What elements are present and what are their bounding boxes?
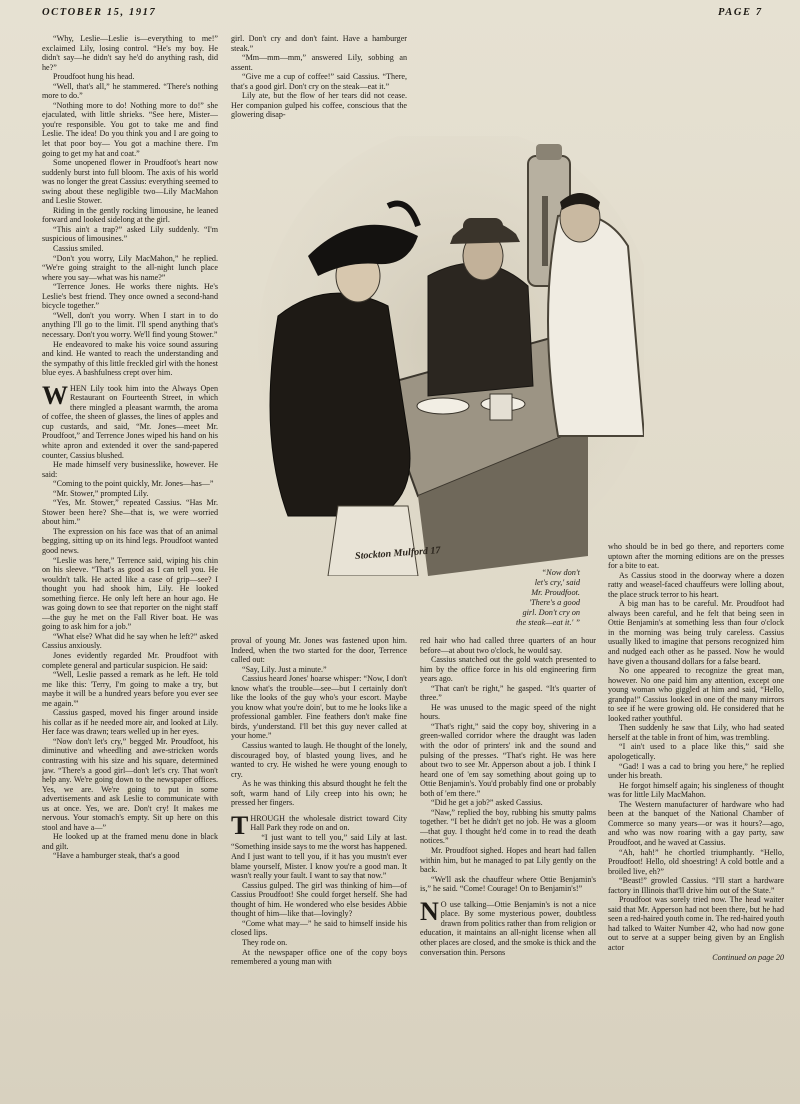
paragraph: Lily ate, but the flow of her tears did not cease. Her companion gulped his coffee, conscious that the glowering disap- xyxy=(231,91,407,120)
paragraph: red hair who had called three quarters of an hour before—at about two o'clock, he would say. xyxy=(420,636,596,655)
paragraph: Cassius smiled. xyxy=(53,244,104,254)
paragraph: As Cassius stood in the doorway where a dozen ratty and weasel-faced chauffeurs were lolling about, the place struck terror to his heart. xyxy=(608,570,784,599)
paragraph: “Did he get a job?” asked Cassius. xyxy=(431,798,543,808)
paragraph: “Well, don't you worry. When I start in to do anything I'll go to the limit. I'll spend anything that's necessary. Don't you worry. We'll find young Stower.” xyxy=(42,310,218,339)
story-illustration xyxy=(258,136,644,576)
text-column-4 xyxy=(608,542,784,1097)
paragraph: “Well, Leslie passed a remark as he left. He told me like this: 'Terry, I'm going to make a try, but maybe it will be a hundred years before you ever see me again.'” xyxy=(42,670,218,708)
paragraph: “Come what may—” he said to himself inside his closed lips. xyxy=(231,918,407,938)
paragraph: Some unopened flower in Proudfoot's heart now suddenly burst into full bloom. The axis of his world was no longer the great Cassius: everything seemed to swing about these negligible two—Lily MacMahon and Leslie Stower. xyxy=(42,158,218,206)
waiter-figure xyxy=(548,193,644,436)
paragraph: He was unused to the magic speed of the night hours. xyxy=(420,702,596,722)
paragraph: Cassius gasped, moved his finger around inside his collar as if he needed more air, and looked at Lily. Her face was drawn; tears welled up in her eyes. xyxy=(42,708,218,737)
paragraph: “Say, Lily. Just a minute.” xyxy=(242,664,327,674)
paragraph: who should be in bed go there, and reporters come uptown after the morning editions are on the presses for a bite to eat. xyxy=(608,542,784,571)
paragraph: “Don't you worry, Lily MacMahon,” he replied. “We're going straight to the all-night lunch place where you say—what was his name?” xyxy=(42,253,218,282)
paragraph: proval of young Mr. Jones was fastened upon him. Indeed, when the two started for the door, Terrence called out: xyxy=(231,636,407,665)
paragraph: At the newspaper office one of the copy boys remembered a young man with xyxy=(231,947,407,967)
paragraph: No one appeared to recognize the great man, however. No one paid him any attention, except one young woman who giggled at him and said, “Hello, grandpa!” Cassius looked in one of the many mirrors to see if he were growing old. He considered that he looked rather youthful. xyxy=(608,666,784,723)
paragraph: He made himself very businesslike, however. He said: xyxy=(42,460,218,479)
paragraph: “Beast!” growled Cassius. “I'll start a hardware factory in Illinois that'll drive him out of the State.” xyxy=(608,876,784,895)
drop-cap: W xyxy=(42,380,68,410)
section-paragraph: WHEN Lily took him into the Always Open Restaurant on Fourteenth Street, in which there mingled a pleasant warmth, the aroma of coffee, the sheen of glasses, the lines of apples and cup custards, and said, “Mr. Jones—meet Mr. Proudfoot,” and Terrence Jones wiped his hand on his white apron and extended it over the sand-papered counter, Cassius blushed. xyxy=(42,380,218,460)
drop-cap: T xyxy=(231,810,249,840)
paragraph: The Western manufacturer of hardware who had been at the banquet of the National Chamber of Commerce so many years—or was it hours?—ago, and who was now roaring with a gay party, saw Proudfoot, and he waved at Cassius. xyxy=(608,799,784,847)
paragraph: “I ain't used to a place like this,” said she apologetically. xyxy=(608,742,784,762)
issue-date: OCTOBER 15, 1917 xyxy=(42,7,157,18)
paragraph: Cassius wanted to laugh. He thought of the lonely, discouraged boy, of blasted young lives, and he wanted to cry. He wished he were young enough to cry. xyxy=(231,741,407,779)
drop-cap: N xyxy=(420,896,439,926)
paragraph: Cassius heard Jones' hoarse whisper: “Now, I don't know what's the trouble—see—but I certainly don't like the looks of the guy who's your escort. Maybe you know what you're doin', but to me he looks like a professional gambler. Fine feathers don't make fine birds, y'understand. I'll bet this guy never called at your home.” xyxy=(231,674,407,741)
paragraph: girl. Don't cry and don't faint. Have a hamburger steak.” xyxy=(231,34,407,53)
paragraph: He looked up at the framed menu done in black and gilt. xyxy=(42,832,218,851)
text-column-1 xyxy=(42,34,218,1096)
paragraph: “Nothing more to do! Nothing more to do!” she ejaculated, with little shrieks. “See here, Mister—you're responsible. You got to take me and find Leslie. The idea! Do you think you and I are going to let that poor boy— You got a machine there. I'm going to get my hat and coat.” xyxy=(42,100,218,158)
paragraph: Jones evidently regarded Mr. Proudfoot with complete general and particular suspicion. He said: xyxy=(42,651,218,670)
paragraph: “That can't be right,” he gasped. “It's quarter of three.” xyxy=(420,683,596,703)
text-column-2 xyxy=(231,636,407,1096)
text-column-2-top xyxy=(231,34,407,138)
paragraph: The expression on his face was that of an animal begging, sitting up on its hind legs. Proudfoot wanted good news. xyxy=(42,526,218,555)
paragraph: “Have a hamburger steak, that's a good xyxy=(53,851,180,861)
paragraph: “Yes, Mr. Stower,” repeated Cassius. “Has Mr. Stower been here? She—that is, we were worried about him.” xyxy=(42,498,218,527)
paragraph: They rode on. xyxy=(242,937,288,947)
paragraph: “Gad! I was a cad to bring you here,” he replied under his breath. xyxy=(608,761,784,781)
paragraph: “Why, Leslie—Leslie is—everything to me!” exclaimed Lily, losing control. “He's my boy. He didn't say—he didn't say he'd do anything rash, did he?” xyxy=(42,34,218,72)
paragraph: Proudfoot hung his head. xyxy=(53,72,135,82)
paragraph: “I just want to tell you,” said Lily at last. “Something inside says to me the worst has happened. And I just want to tell you, if it has you mustn't ever blame yourself, Mister. I know you're a good man. It wasn't really your fault. I want to say that now.” xyxy=(231,832,407,881)
artist-signature: Stockton Mulford 17 xyxy=(354,545,441,562)
paragraph: “We'll ask the chauffeur where Ottie Benjamin's is,” he said. “Come! Courage! On to Benjamin's!” xyxy=(420,874,596,894)
paragraph: “Now don't let's cry,” begged Mr. Proudfoot, his diminutive and wheedling and awe-stricken words contrasting with his size and his square, determined jaw. “There's a good girl—don't let's cry. That won't help any. We're going down to the newspaper offices. Yes, we are. We're going to put in some advertisements and ask Leslie to communicate with us at once. Yes, we are. Don't cry! It makes me nervous. Your stomach's empty. Sit up here on this stool and have a—” xyxy=(42,736,218,832)
paragraph: “Leslie was here,” Terrence said, wiping his chin on his sleeve. “That's as good as I can tell you. He wouldn't talk. He acted like a case of grip—see? I thought you had shook him, Lily. He looked something fierce. He only left here an hour ago. He was going down to see that reporter on the night staff—the guy he met on the Fall River boat. He was going to ask him for a job.” xyxy=(42,555,218,632)
paragraph: As he was thinking this absurd thought he felt the soft, warm hand of Lily creep into his own; he pressed her fingers. xyxy=(231,779,407,808)
paragraph: “Coming to the point quickly, Mr. Jones—has—” xyxy=(53,479,214,489)
paragraph: Cassius snatched out the gold watch presented to him by the office force in his old engineering firm years ago. xyxy=(420,655,596,684)
paragraph: He forgot himself again; his singleness of thought was for little Lily MacMahon. xyxy=(608,780,784,800)
paragraph: “This ain't a trap?” asked Lily suddenly. “I'm suspicious of limousines.” xyxy=(42,224,218,244)
illustration-caption: “Now don't let's cry,' said Mr. Proudfoot. 'There's a good girl. Don't cry on the steak—eat it.' ” xyxy=(516,568,580,627)
paragraph: A big man has to be careful. Mr. Proudfoot had always been careful, and he felt that being seen in Ottie Benjamin's at something less than four o'clock in the morning was being truly careless. Cassius usually liked to imagine that persons recognized him and nudged each other as he passed. Now he would have given a thousand dollars for a false beard. xyxy=(608,599,784,666)
paragraph: Riding in the gently rocking limousine, he leaned forward and looked sidelong at the girl. xyxy=(42,205,218,225)
paragraph: “Ah, hah!” he chortled triumphantly. “Hello, Proudfoot! Hello, old shoestring! A cold bottle and a broiled live, eh?” xyxy=(608,847,784,876)
paragraph: Cassius gulped. The girl was thinking of him—of Cassius Proudfoot! She could forget herself. She had thought of him. He wondered who else besides Abbie thought of him—like that—lovingly? xyxy=(231,880,407,919)
paragraph: He endeavored to make his voice sound assuring and kind. He wanted to reach the understanding and the sympathy of this little freckled girl with the honest blue eyes. A bashfulness crept over him. xyxy=(42,339,218,378)
paragraph: Proudfoot was sorely tried now. The head waiter said that Mr. Apperson had not been there, but he had seen a red-haired youth come in. The red-haired youth had talked to Waiter Number 42, who had now gone out to serve at a supper being given by an English actor xyxy=(608,895,784,952)
continued-notice: Continued on page 20 xyxy=(712,952,784,962)
paragraph: “Mr. Stower,” prompted Lily. xyxy=(53,488,149,498)
paragraph: Mr. Proudfoot sighed. Hopes and heart had fallen within him, but he managed to pat Lily gently on the back. xyxy=(420,846,596,875)
section-paragraph: N O use talking—Ottie Benjamin's is not a nice place. By some mysterious power, doubtless drawn from politics rather than from religion or education, it maintains an all-night license when all other places are closed, and the smoke is thick and the conversation thin. Persons xyxy=(420,896,596,957)
page-number: PAGE 7 xyxy=(718,7,763,18)
paragraph: “That's right,” said the copy boy, shivering in a green-walled corridor where the draught was laden with the odor of printers' ink and the sound and pulsing of the presses. “That's right. He was here about two to see Mr. Apperson about a job. I think I heard one of 'em say something about going up to Ottie Benjamin's. You'd probably find one or probably both of 'em there.” xyxy=(420,721,596,798)
paragraph: “Naw,” replied the boy, rubbing his smutty palms together. “I bet he didn't get no job. He was a gloom—that guy. I thought he'd come in to read the death notices.” xyxy=(420,807,596,846)
paragraph: “Terrence Jones. He works there nights. He's Leslie's best friend. They once owned a second-hand bicycle together.” xyxy=(42,282,218,311)
paragraph: Then suddenly he saw that Lily, who had seated herself at the table in front of him, was trembling. xyxy=(608,723,784,742)
text-column-3 xyxy=(420,636,596,1096)
paragraph: “Mm—mm—mm,” answered Lily, sobbing an assent. xyxy=(231,53,407,72)
paragraph: “What else? What did he say when he left?” asked Cassius anxiously. xyxy=(42,631,218,651)
paragraph: “Well, that's all,” he stammered. “There's nothing more to do.” xyxy=(42,81,218,101)
paragraph: “Give me a cup of coffee!” said Cassius. “There, that's a good girl. Don't cry on the steak—eat it.” xyxy=(231,72,407,91)
section-paragraph: THROUGH the wholesale district toward City Hall Park they rode on and on. xyxy=(231,810,407,840)
